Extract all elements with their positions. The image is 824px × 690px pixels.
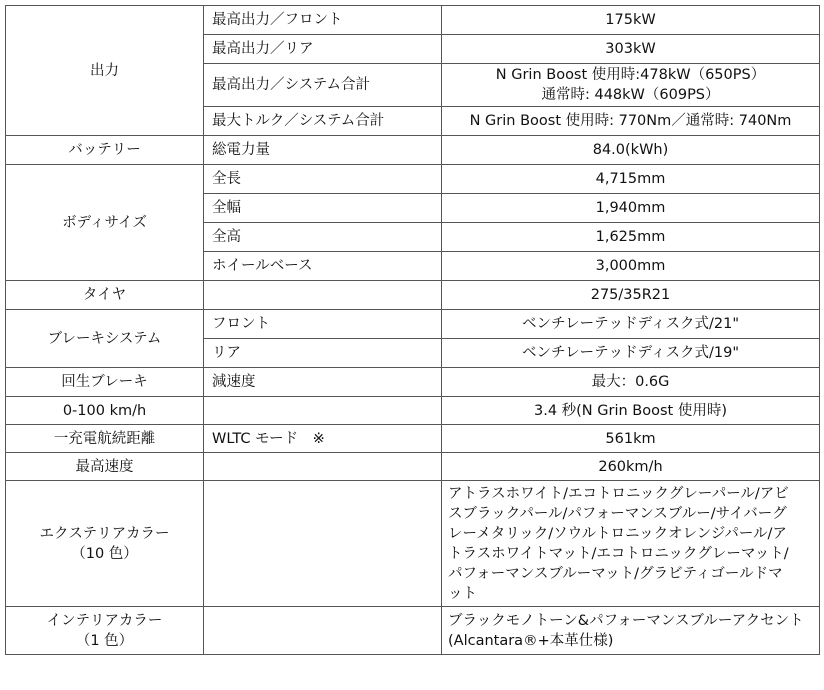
table-row (6, 425, 820, 453)
table-row (6, 281, 820, 310)
value-length: 4,715mm (442, 165, 820, 194)
label-output-rear: 最高出力／リア (204, 35, 442, 64)
value-brake-front: ベンチレーテッドディスク式/21" (442, 310, 820, 339)
value-battery: 84.0(kWh) (442, 136, 820, 165)
table-row (6, 453, 820, 481)
interior-color-line: ブラックモノトーン&パフォーマンスブルーアクセント (448, 612, 804, 629)
value-output-rear: 303kW (442, 35, 820, 64)
category-range: 一充電航続距離 (6, 425, 204, 453)
value-height: 1,625mm (442, 223, 820, 252)
category-output: 出力 (6, 6, 204, 136)
label-tire-empty (204, 281, 442, 310)
category-top-speed: 最高速度 (6, 453, 204, 481)
category-regen: 回生ブレーキ (6, 368, 204, 397)
table-row (6, 481, 820, 607)
exterior-color-line: レーメタリック/ソウルトロニックオレンジパール/ア (448, 525, 787, 542)
table-row (6, 607, 820, 655)
category-brake: ブレーキシステム (6, 310, 204, 368)
table-row (6, 397, 820, 425)
category-interior-line-1: インテリアカラー (46, 612, 163, 629)
spec-table (5, 5, 820, 655)
value-width: 1,940mm (442, 194, 820, 223)
exterior-color-line: スブラックパール/パフォーマンスブルー/サイバーグ (448, 505, 787, 522)
label-output-front: 最高出力／フロント (204, 6, 442, 35)
value-output-system-line-2: 通常時: 448kW（609PS） (541, 87, 720, 103)
value-top-speed: 260km/h (442, 453, 820, 481)
category-accel: 0-100 km/h (6, 397, 204, 425)
label-output-system: 最高出力／システム合計 (204, 64, 442, 107)
value-exterior-colors (442, 481, 820, 607)
value-regen: 最大：0.6G (442, 368, 820, 397)
label-brake-rear: リア (204, 339, 442, 368)
table-row (6, 368, 820, 397)
category-interior (6, 607, 204, 655)
exterior-color-line: パフォーマンスブルーマット/グラビティゴールドマ (448, 565, 783, 582)
category-tire: タイヤ (6, 281, 204, 310)
interior-color-line: (Alcantara®+本革仕様) (448, 632, 614, 649)
label-range: WLTC モード ※ (204, 425, 442, 453)
value-output-torque: N Grin Boost 使用時: 770Nm／通常時: 740Nm (442, 107, 820, 136)
exterior-color-line: トラスホワイトマット/エコトロニックグレーマット/ (448, 545, 789, 562)
value-output-system-line-1: N Grin Boost 使用時:478kW（650PS） (495, 67, 766, 83)
category-battery: バッテリー (6, 136, 204, 165)
label-output-torque: 最大トルク／システム合計 (204, 107, 442, 136)
label-width: 全幅 (204, 194, 442, 223)
table-row (6, 310, 820, 339)
exterior-color-line: アトラスホワイト/エコトロニックグレーパール/アビ (448, 485, 789, 502)
table-row (6, 136, 820, 165)
category-interior-line-2: （1 色） (75, 632, 134, 649)
label-exterior-empty (204, 481, 442, 607)
value-brake-rear: ベンチレーテッドディスク式/19" (442, 339, 820, 368)
value-accel: 3.4 秒(N Grin Boost 使用時) (442, 397, 820, 425)
label-accel-empty (204, 397, 442, 425)
label-height: 全高 (204, 223, 442, 252)
label-wheelbase: ホイールベース (204, 252, 442, 281)
value-output-front: 175kW (442, 6, 820, 35)
category-body-size: ボディサイズ (6, 165, 204, 281)
value-range: 561km (442, 425, 820, 453)
value-output-system (442, 64, 820, 107)
label-interior-empty (204, 607, 442, 655)
category-exterior (6, 481, 204, 607)
label-battery: 総電力量 (204, 136, 442, 165)
label-top-speed-empty (204, 453, 442, 481)
table-row (6, 6, 820, 35)
category-exterior-line-2: （10 色） (71, 545, 138, 562)
label-brake-front: フロント (204, 310, 442, 339)
value-wheelbase: 3,000mm (442, 252, 820, 281)
label-regen: 減速度 (204, 368, 442, 397)
category-exterior-line-1: エクステリアカラー (39, 525, 170, 542)
exterior-color-line: ット (448, 585, 477, 602)
value-interior-colors (442, 607, 820, 655)
label-length: 全長 (204, 165, 442, 194)
table-row (6, 165, 820, 194)
value-tire: 275/35R21 (442, 281, 820, 310)
